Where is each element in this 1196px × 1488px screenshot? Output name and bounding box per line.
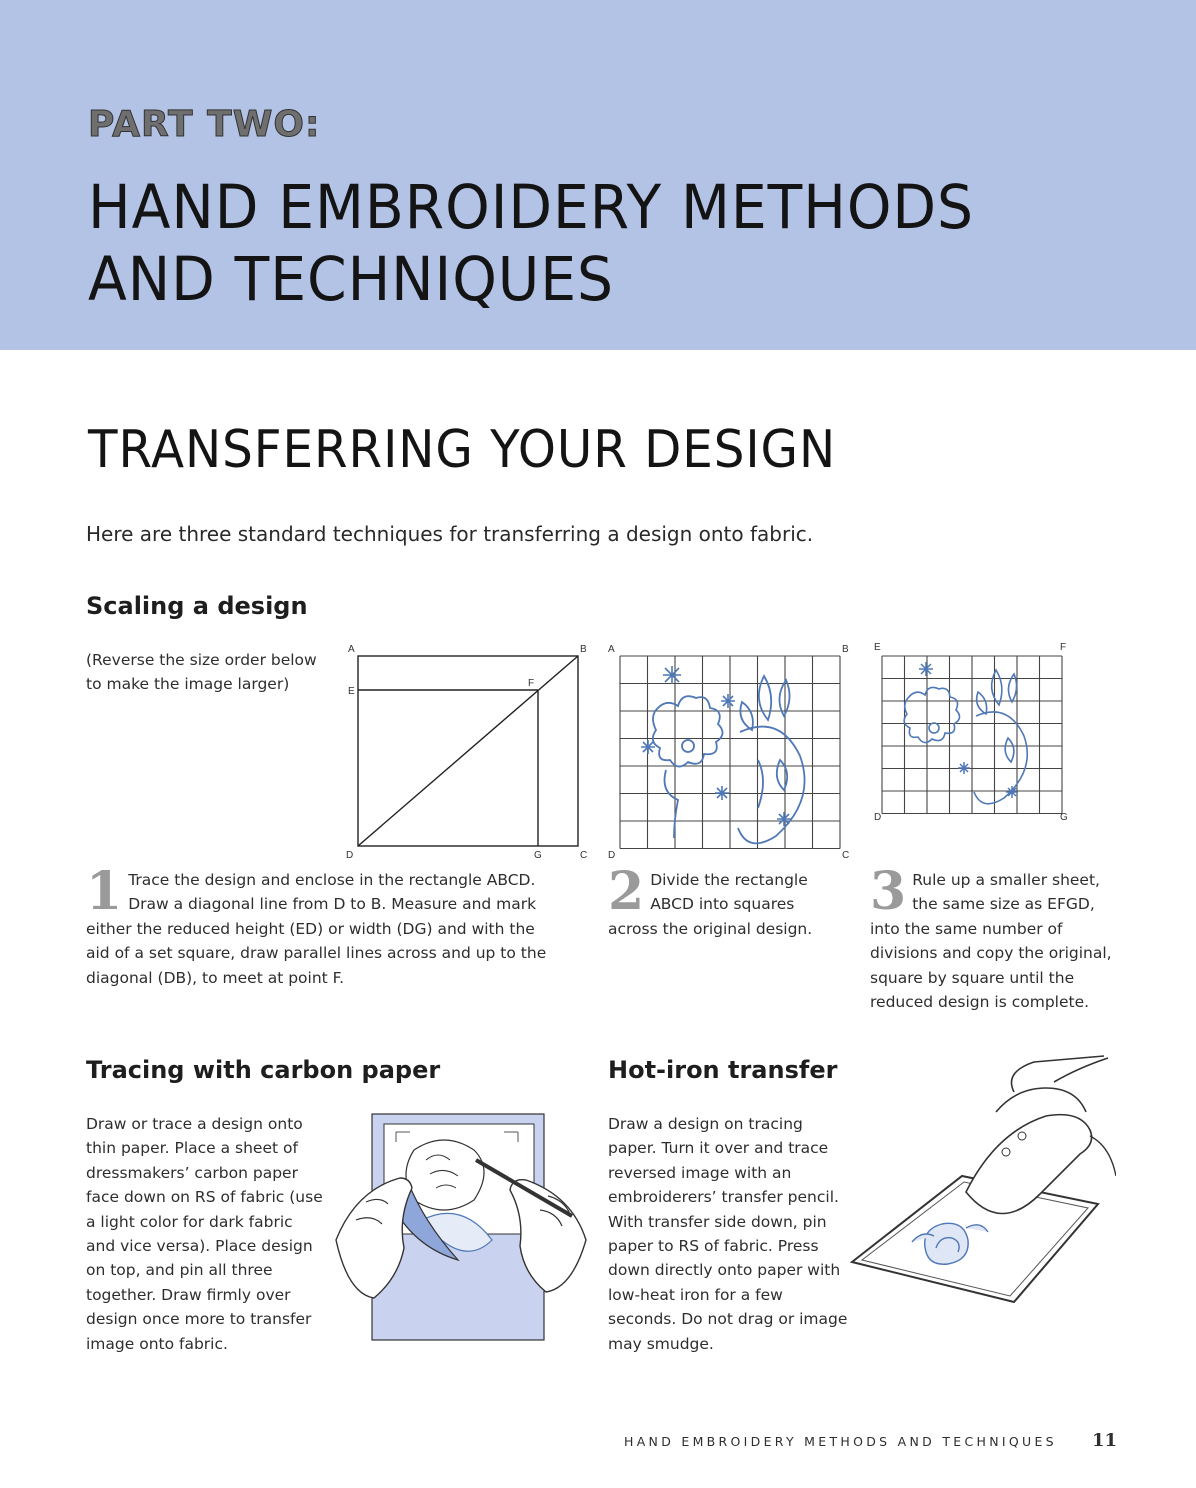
scaling-note: (Reverse the size order below to make the image larger) [86,651,317,694]
label-f: F [528,678,535,689]
label-e: E [874,642,881,653]
label-a: A [348,644,355,655]
embroidery-motif-small [904,670,1027,804]
carbon-heading: Tracing with carbon paper [86,1056,441,1084]
label-b: B [842,644,849,655]
step-text: Rule up a smaller sheet, the same size as EFGD, into the same number of divisions and copy the original, square by square until the reduced design is complete. [870,871,1112,1012]
step-number: 3 [870,861,907,922]
hot-iron-illustration [846,1052,1116,1312]
label-b: B [580,644,587,655]
label-d: D [608,850,616,861]
small-grid-diagram [868,640,1078,830]
label-c: C [842,850,850,861]
label-a: A [608,644,615,655]
step-number: 1 [86,861,123,922]
label-c: C [580,850,588,861]
intro-paragraph: Here are three standard techniques for transferring a design onto fabric. [86,522,814,546]
label-g: G [534,850,542,861]
part-label: PART TWO: [88,104,321,145]
running-head: HAND EMBROIDERY METHODS AND TECHNIQUES [624,1434,1057,1449]
label-e: E [348,686,355,697]
carbon-text: Draw or trace a design onto thin paper. Place a sheet of dressmakers’ carbon paper face down on RS of fabric (use a light color for dark fabric and vice versa). Place design on top, and pin all three together. Draw firmly over design once more to transfer image onto fabric. [86,1115,323,1353]
page-number: 11 [1092,1430,1118,1451]
scaling-rectangle-diagram [340,640,600,865]
label-d: D [874,812,882,823]
label-d: D [346,850,354,861]
chapter-title: HAND EMBROIDERY METHODS AND TECHNIQUES [88,172,974,315]
label-g: G [1060,812,1068,823]
scaling-heading: Scaling a design [86,592,308,620]
step-text: Trace the design and enclose in the rectangle ABCD. Draw a diagonal line from D to B. Measure and mark either the reduced height (ED) or width (DG) and with the aid of a set square, draw parallel lines across and up to the diagonal (DB), to meet at point F. [86,871,547,987]
hotiron-heading: Hot-iron transfer [608,1056,838,1084]
large-grid-diagram [604,640,854,865]
carbon-paper-illustration [326,1110,596,1350]
step-3 [870,861,1114,1014]
step-2 [608,861,848,941]
hotiron-text: Draw a design on tracing paper. Turn it over and trace reversed image with an embroiderers’ transfer pencil. With transfer side down, pin paper to RS of fabric. Press down directly onto paper with low-heat iron for a few seconds. Do not drag or image may smudge. [608,1115,848,1353]
label-f: F [1060,642,1067,653]
step-number: 2 [608,861,645,922]
section-title: TRANSFERRING YOUR DESIGN [88,420,837,480]
step-1 [86,861,554,990]
step-text: Divide the rectangle ABCD into squares across the original design. [608,871,813,938]
